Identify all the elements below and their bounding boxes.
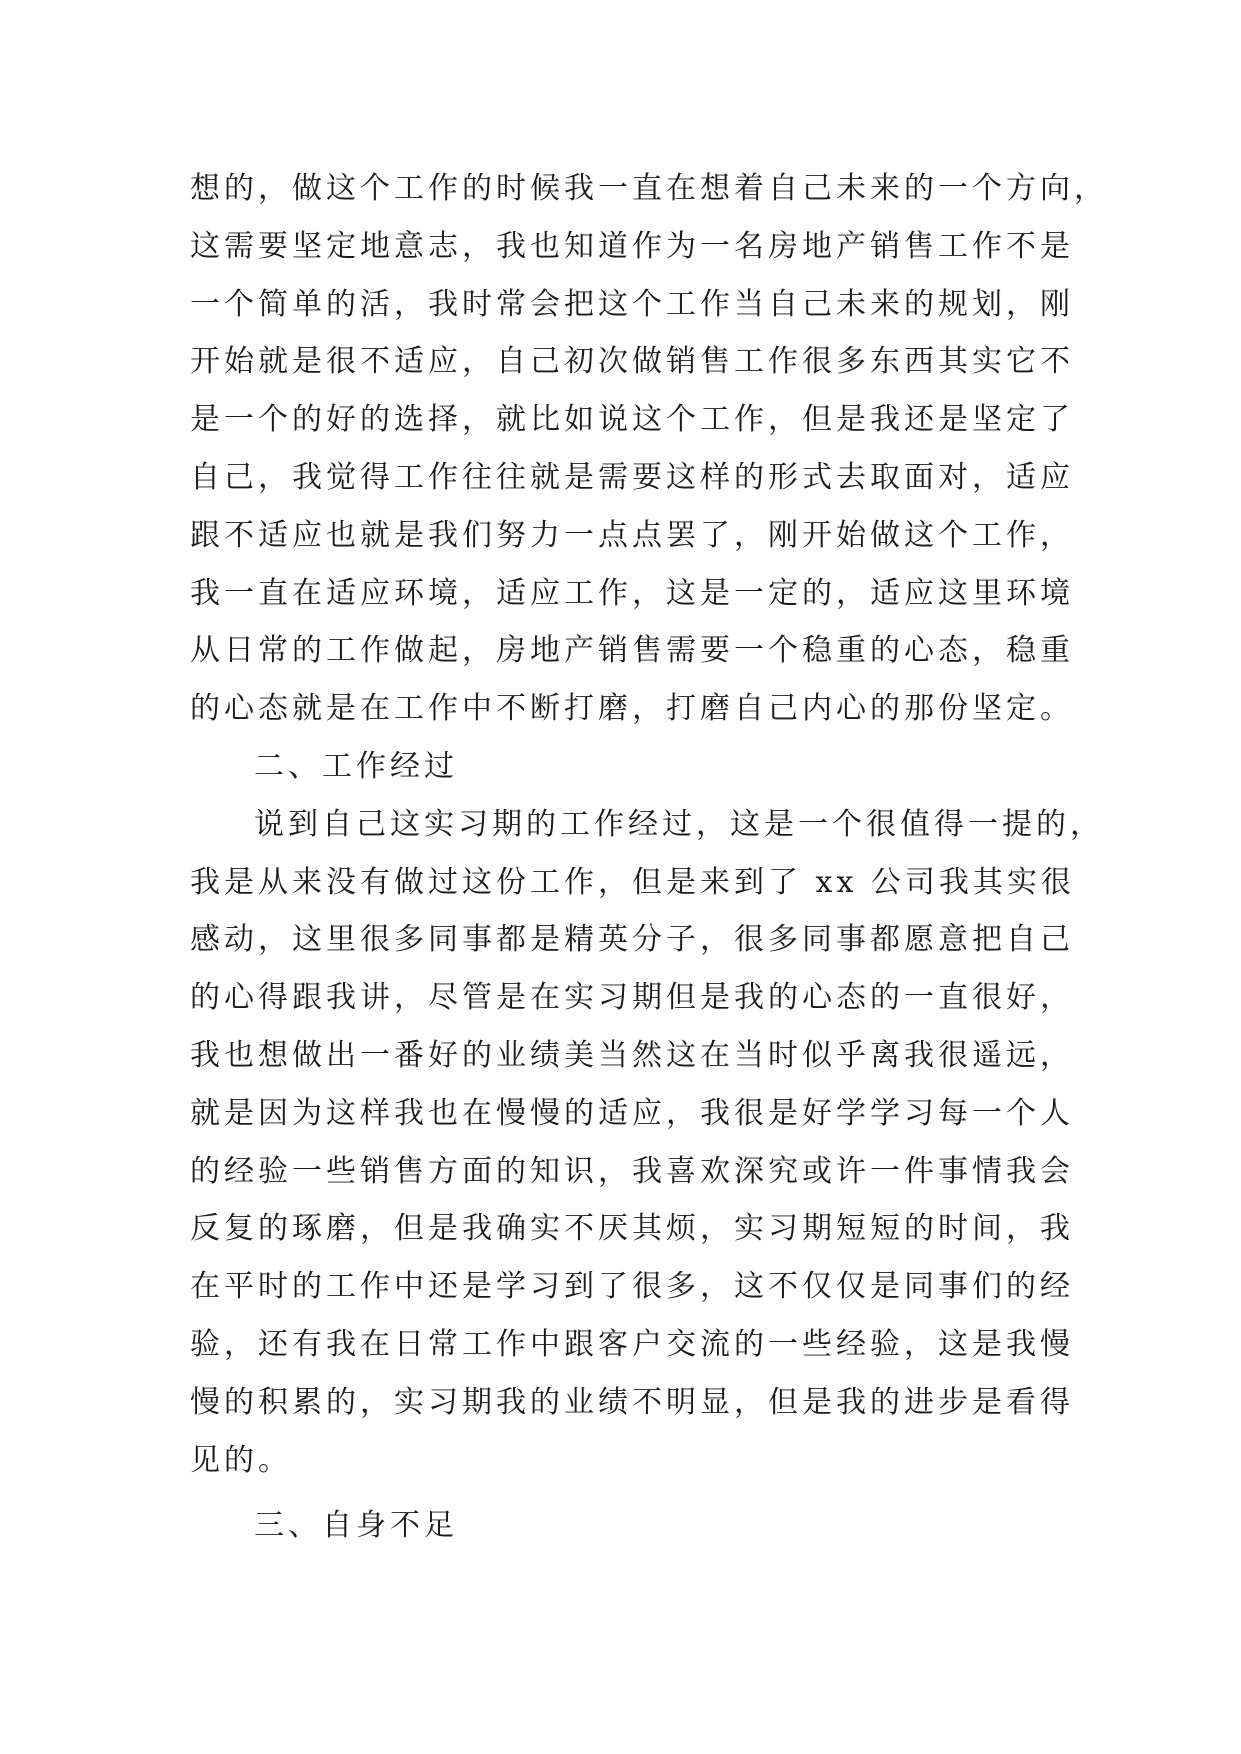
- body-line: 这需要坚定地意志，我也知道作为一名房地产销售工作不是: [190, 228, 1074, 264]
- body-line: 的心态就是在工作中不断打磨，打磨自己内心的那份坚定。: [190, 691, 1074, 727]
- body-line: 我也想做出一番好的业绩美当然这在当时似乎离我很遥远，: [190, 1037, 1074, 1073]
- body-line: 开始就是很不适应，自己初次做销售工作很多东西其实它不: [190, 344, 1074, 380]
- body-line: 我一直在适应环境，适应工作，这是一定的，适应这里环境: [190, 575, 1074, 611]
- body-line: 一个简单的活，我时常会把这个工作当自己未来的规划，刚: [190, 286, 1074, 322]
- body-line: 就是因为这样我也在慢慢的适应，我很是好学学习每一个人: [190, 1095, 1074, 1131]
- body-line: 在平时的工作中还是学习到了很多，这不仅仅是同事们的经: [190, 1269, 1074, 1305]
- body-line: 想的，做这个工作的时候我一直在想着自己未来的一个方向，: [190, 171, 1108, 206]
- body-line: 的心得跟我讲，尽管是在实习期但是我的心态的一直很好，: [190, 980, 1074, 1016]
- body-line: 自己，我觉得工作往往就是需要这样的形式去取面对，适应: [190, 459, 1074, 495]
- section-heading-work-process: 二、工作经过: [254, 748, 458, 784]
- section-heading-shortcomings: 三、自身不足: [254, 1508, 458, 1544]
- body-line: 我是从来没有做过这份工作，但是来到了 xx 公司我其实很: [190, 864, 1075, 900]
- body-line: 从日常的工作做起，房地产销售需要一个稳重的心态，稳重: [190, 633, 1074, 669]
- body-line: 是一个的好的选择，就比如说这个工作，但是我还是坚定了: [190, 402, 1074, 438]
- body-line: 反复的琢磨，但是我确实不厌其烦，实习期短短的时间，我: [190, 1211, 1074, 1247]
- body-line: 慢的积累的，实习期我的业绩不明显，但是我的进步是看得: [190, 1384, 1074, 1420]
- paragraph-gap: [190, 1489, 1090, 1497]
- body-line: 验，还有我在日常工作中跟客户交流的一些经验，这是我慢: [190, 1326, 1074, 1362]
- body-line: 见的。: [190, 1442, 292, 1478]
- document-body: [190, 160, 1108, 1555]
- body-line: 感动，这里很多同事都是精英分子，很多同事都愿意把自己: [190, 922, 1074, 958]
- body-line: 跟不适应也就是我们努力一点点罢了，刚开始做这个工作，: [190, 517, 1074, 553]
- body-line: 的经验一些销售方面的知识，我喜欢深究或许一件事情我会: [190, 1153, 1074, 1189]
- body-line: 说到自己这实习期的工作经过，这是一个很值得一提的，: [254, 806, 1104, 842]
